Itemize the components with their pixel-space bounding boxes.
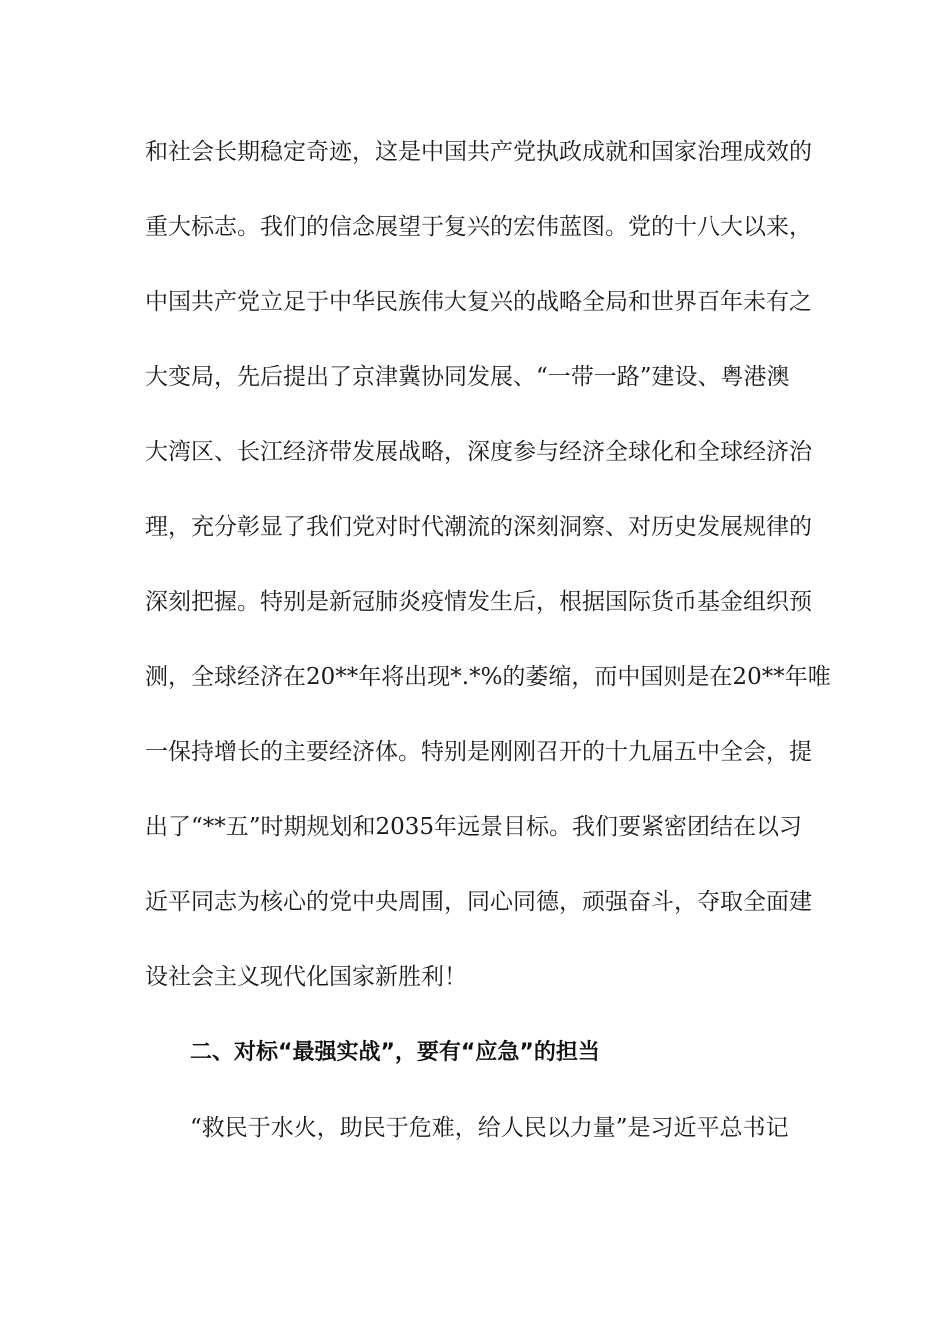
paragraph-line: 理，充分彰显了我们党对时代潮流的深刻洞察、对历史发展规律的 xyxy=(145,514,812,540)
paragraph-line: 深刻把握。特别是新冠肺炎疫情发生后，根据国际货币基金组织预 xyxy=(145,589,812,615)
paragraph-line: 中国共产党立足于中华民族伟大复兴的战略全局和世界百年未有之 xyxy=(145,289,812,315)
paragraph-line: 一保持增长的主要经济体。特别是刚刚召开的十九届五中全会，提 xyxy=(145,739,812,765)
paragraph-line: 大变局，先后提出了京津冀协同发展、“一带一路”建设、粤港澳 xyxy=(145,364,790,390)
paragraph-line: 测，全球经济在20**年将出现*.*%的萎缩，而中国则是在20**年唯 xyxy=(145,664,831,690)
section-heading: 二、对标“最强实战”，要有“应急”的担当 xyxy=(190,1040,600,1065)
paragraph-line: “救民于水火，助民于危难，给人民以力量”是习近平总书记 xyxy=(190,1115,789,1141)
paragraph-line: 大湾区、长江经济带发展战略，深度参与经济全球化和全球经济治 xyxy=(145,439,812,465)
paragraph-line: 重大标志。我们的信念展望于复兴的宏伟蓝图。党的十八大以来， xyxy=(145,214,812,240)
paragraph-line: 和社会长期稳定奇迹，这是中国共产党执政成就和国家治理成效的 xyxy=(145,139,812,165)
paragraph-line: 出了“**五”时期规划和2035年远景目标。我们要紧密团结在以习 xyxy=(145,814,803,840)
paragraph-line: 近平同志为核心的党中央周围，同心同德，顽强奋斗，夺取全面建 xyxy=(145,889,812,915)
paragraph-line: 设社会主义现代化国家新胜利！ xyxy=(145,964,467,990)
